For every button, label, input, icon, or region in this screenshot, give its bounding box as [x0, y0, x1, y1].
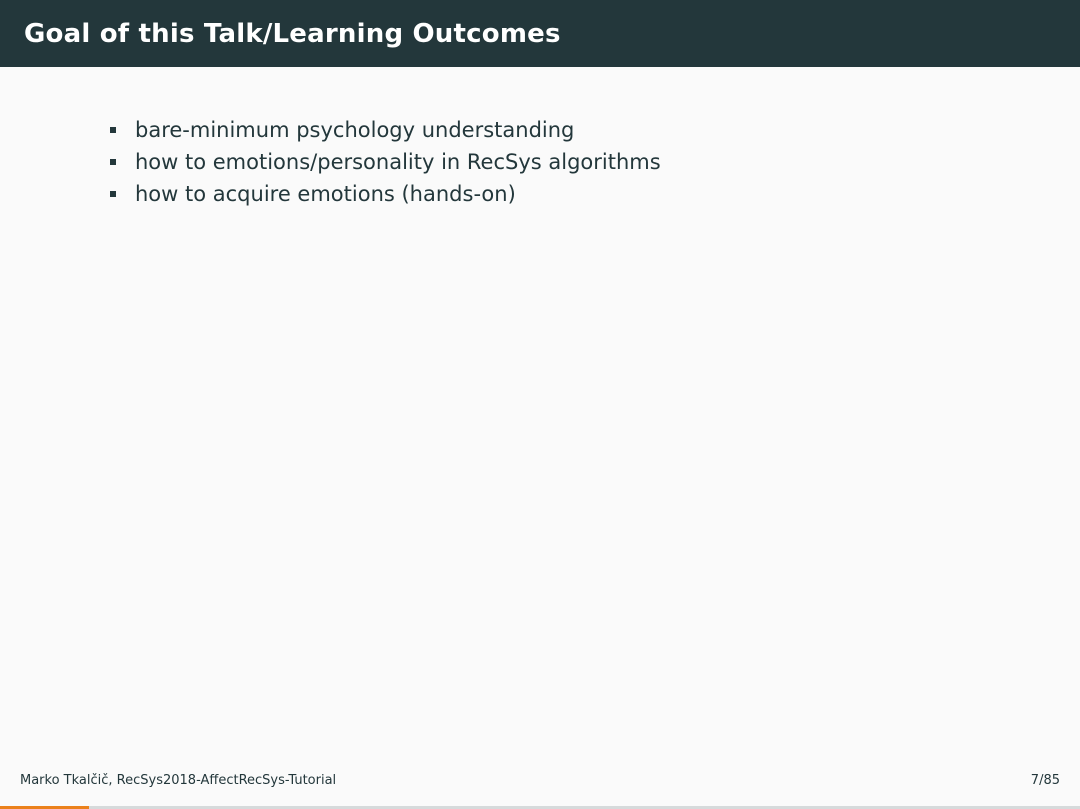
square-bullet-icon — [110, 127, 116, 133]
bullet-item — [106, 114, 1006, 146]
square-bullet-icon — [110, 191, 116, 197]
bullet-list — [106, 114, 1006, 210]
bullet-item — [106, 178, 1006, 210]
footer-author-event: Marko Tkalčič, RecSys2018-AffectRecSys-Tutorial — [20, 772, 337, 788]
slide-content — [106, 114, 1006, 210]
bullet-item — [106, 146, 1006, 178]
bullet-text: how to acquire emotions (hands-on) — [135, 182, 516, 206]
square-bullet-icon — [110, 159, 116, 165]
slide-footer — [0, 767, 1080, 793]
bullet-text: how to emotions/personality in RecSys algorithms — [135, 150, 661, 174]
slide-title: Goal of this Talk/Learning Outcomes — [24, 18, 561, 49]
bullet-text: bare-minimum psychology understanding — [135, 118, 575, 142]
slide-title-bar — [0, 0, 1080, 67]
page-number: 7/85 — [1030, 772, 1060, 788]
